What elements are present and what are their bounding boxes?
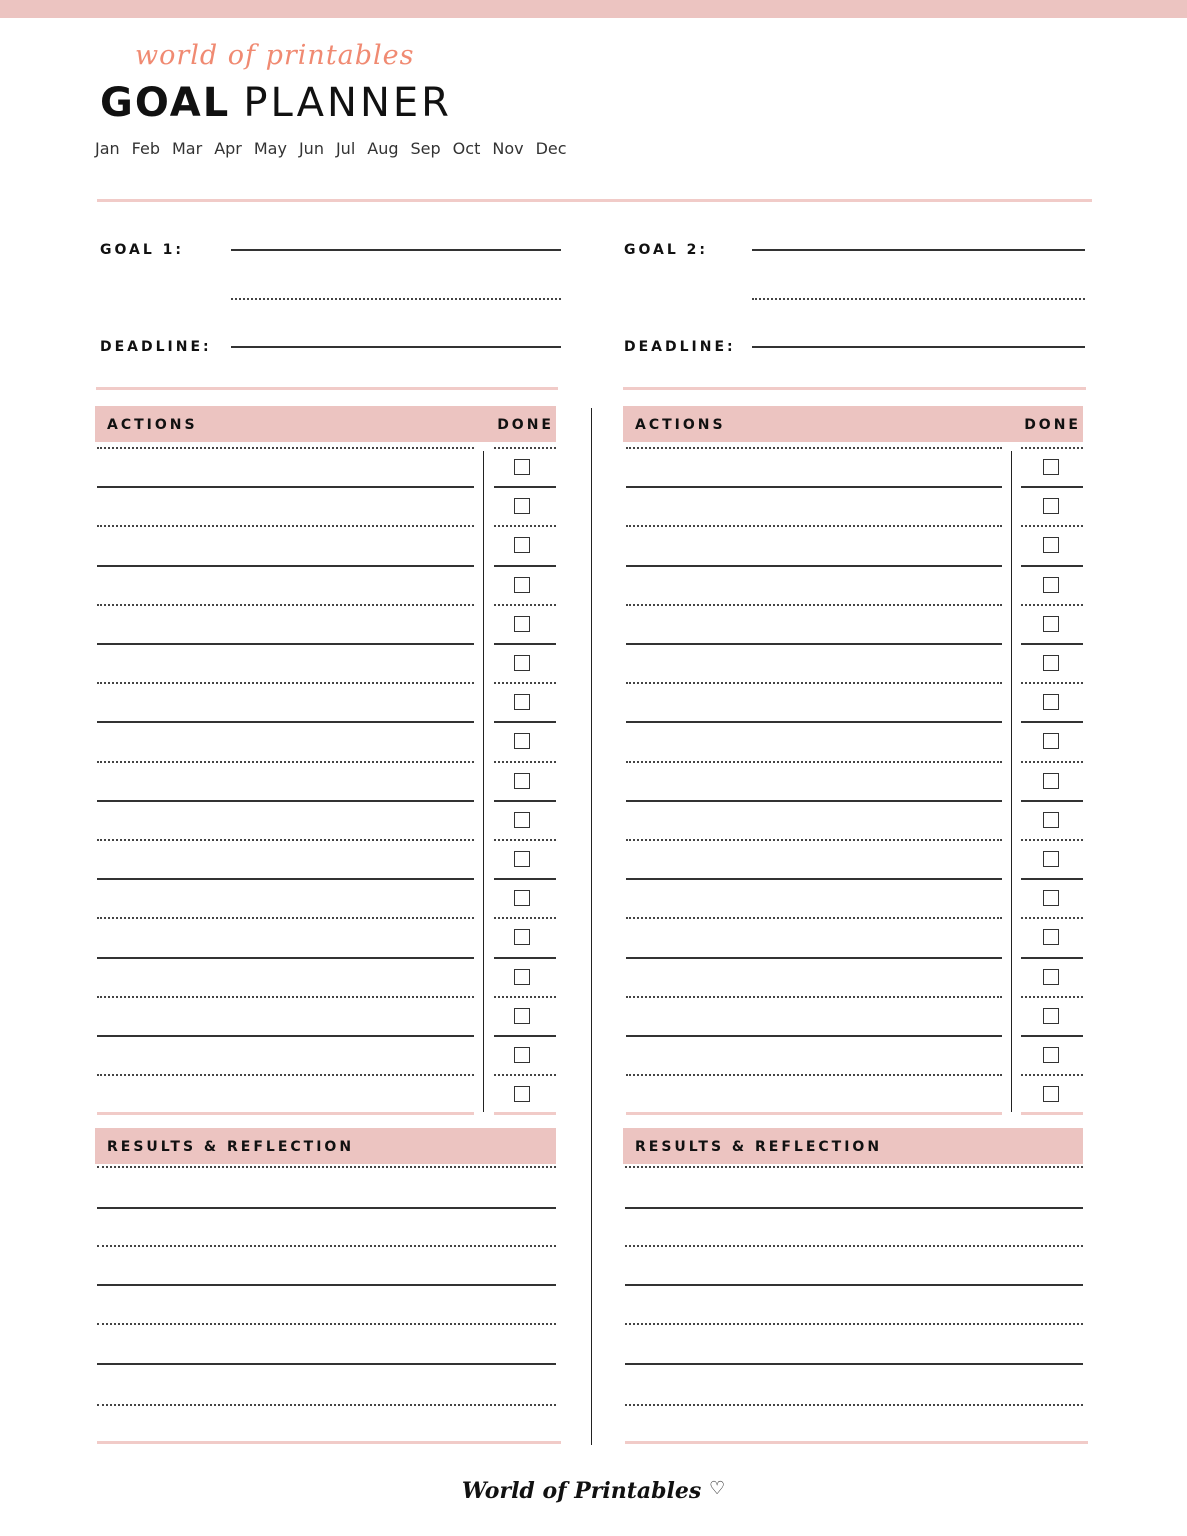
month-jun[interactable]: Jun <box>298 139 324 158</box>
action-line[interactable] <box>626 486 1002 488</box>
done-checkbox[interactable] <box>514 773 530 789</box>
action-line[interactable] <box>626 957 1002 959</box>
reflection-line[interactable] <box>625 1323 1083 1325</box>
action-line[interactable] <box>97 682 474 684</box>
results-end-divider <box>625 1441 1088 1444</box>
action-line[interactable] <box>626 1074 1002 1076</box>
actions-2-title: ACTIONS <box>635 417 726 433</box>
action-line[interactable] <box>97 996 474 998</box>
done-line <box>494 682 556 684</box>
action-line[interactable] <box>97 486 474 488</box>
goal-1-input-line[interactable] <box>231 249 561 251</box>
done-line <box>494 1035 556 1037</box>
done-checkbox[interactable] <box>514 1086 530 1102</box>
done-checkbox[interactable] <box>1043 498 1059 514</box>
action-line[interactable] <box>626 839 1002 841</box>
action-line[interactable] <box>626 761 1002 763</box>
action-line[interactable] <box>97 917 474 919</box>
reflection-line[interactable] <box>625 1284 1083 1286</box>
done-line <box>1021 800 1083 802</box>
action-line[interactable] <box>626 878 1002 880</box>
goal-2-label: GOAL 2: <box>624 242 708 258</box>
done-checkbox[interactable] <box>514 577 530 593</box>
done-line <box>1021 447 1083 449</box>
results-end-divider <box>97 1441 561 1444</box>
month-sep[interactable]: Sep <box>410 139 441 158</box>
action-line[interactable] <box>626 996 1002 998</box>
done-1-title: DONE <box>497 417 554 433</box>
month-jul[interactable]: Jul <box>335 139 356 158</box>
done-checkbox[interactable] <box>1043 969 1059 985</box>
done-line <box>494 604 556 606</box>
action-line[interactable] <box>97 761 474 763</box>
reflection-line[interactable] <box>625 1207 1083 1209</box>
done-checkbox[interactable] <box>1043 577 1059 593</box>
done-checkbox[interactable] <box>1043 1086 1059 1102</box>
action-line[interactable] <box>97 878 474 880</box>
done-line <box>494 721 556 723</box>
action-line[interactable] <box>97 643 474 645</box>
done-checkbox[interactable] <box>1043 616 1059 632</box>
title-light: PLANNER <box>243 80 452 126</box>
done-line <box>494 878 556 880</box>
done-checkbox[interactable] <box>514 616 530 632</box>
month-oct[interactable]: Oct <box>452 139 481 158</box>
action-line[interactable] <box>97 839 474 841</box>
page-title <box>100 80 452 126</box>
header-divider <box>97 199 1092 202</box>
done-line <box>494 1074 556 1076</box>
reflection-line[interactable] <box>625 1363 1083 1365</box>
done-checkbox[interactable] <box>514 498 530 514</box>
done-line <box>1021 878 1083 880</box>
done-line <box>1021 761 1083 763</box>
month-jan[interactable]: Jan <box>95 139 120 158</box>
reflection-line[interactable] <box>97 1207 556 1209</box>
reflection-line[interactable] <box>97 1284 556 1286</box>
results-2-title: RESULTS & REFLECTION <box>635 1139 883 1155</box>
reflection-line[interactable] <box>625 1166 1083 1168</box>
action-line[interactable] <box>97 525 474 527</box>
done-end-divider <box>494 1112 556 1115</box>
action-line[interactable] <box>626 721 1002 723</box>
done-checkbox[interactable] <box>1043 929 1059 945</box>
results-2-header <box>623 1128 1083 1164</box>
done-checkbox[interactable] <box>514 694 530 710</box>
done-checkbox[interactable] <box>514 733 530 749</box>
done-checkbox[interactable] <box>1043 655 1059 671</box>
done-checkbox[interactable] <box>514 929 530 945</box>
done-line <box>494 996 556 998</box>
goal-1-divider <box>96 387 558 390</box>
done-2-title: DONE <box>1024 417 1081 433</box>
actions-1-header <box>95 406 556 442</box>
done-checkbox[interactable] <box>1043 773 1059 789</box>
deadline-1-label: DEADLINE: <box>100 339 212 355</box>
deadline-1-input-line[interactable] <box>231 346 561 348</box>
done-line <box>1021 957 1083 959</box>
top-accent-bar <box>0 0 1187 18</box>
done-checkbox[interactable] <box>1043 812 1059 828</box>
done-checkbox[interactable] <box>1043 1008 1059 1024</box>
done-line <box>1021 1074 1083 1076</box>
done-line <box>494 565 556 567</box>
reflection-line[interactable] <box>97 1404 556 1406</box>
reflection-line[interactable] <box>97 1323 556 1325</box>
action-line[interactable] <box>97 800 474 802</box>
goal-2-input-line[interactable] <box>752 249 1085 251</box>
actions-1-title: ACTIONS <box>107 417 198 433</box>
done-column-divider <box>483 451 484 1112</box>
action-line[interactable] <box>626 604 1002 606</box>
done-line <box>1021 525 1083 527</box>
reflection-line[interactable] <box>97 1363 556 1365</box>
done-checkbox[interactable] <box>514 655 530 671</box>
action-line[interactable] <box>626 643 1002 645</box>
goal-2-input-line-2[interactable] <box>752 298 1085 300</box>
done-line <box>1021 917 1083 919</box>
brand-script: world of printables <box>135 40 415 71</box>
month-dec[interactable]: Dec <box>535 139 567 158</box>
results-1-header <box>95 1128 556 1164</box>
column-divider <box>591 408 592 1445</box>
done-line <box>494 525 556 527</box>
done-line <box>494 957 556 959</box>
action-line[interactable] <box>626 565 1002 567</box>
done-checkbox[interactable] <box>1043 890 1059 906</box>
action-line[interactable] <box>97 721 474 723</box>
done-line <box>494 486 556 488</box>
action-line[interactable] <box>626 447 1002 449</box>
deadline-2-input-line[interactable] <box>752 346 1085 348</box>
done-line <box>494 447 556 449</box>
action-line[interactable] <box>97 957 474 959</box>
done-checkbox[interactable] <box>514 812 530 828</box>
title-bold: GOAL <box>100 80 231 126</box>
done-line <box>1021 682 1083 684</box>
done-line <box>494 839 556 841</box>
done-line <box>1021 565 1083 567</box>
month-may[interactable]: May <box>253 139 287 158</box>
goal-2-divider <box>623 387 1086 390</box>
done-checkbox[interactable] <box>1043 537 1059 553</box>
done-checkbox[interactable] <box>514 1047 530 1063</box>
footer-brand-text: World of Printables <box>461 1478 702 1504</box>
deadline-2-label: DEADLINE: <box>624 339 736 355</box>
month-feb[interactable]: Feb <box>131 139 160 158</box>
reflection-line[interactable] <box>97 1245 556 1247</box>
results-1-title: RESULTS & REFLECTION <box>107 1139 355 1155</box>
done-checkbox[interactable] <box>1043 1047 1059 1063</box>
action-line[interactable] <box>97 1035 474 1037</box>
footer-brand <box>0 1478 1187 1504</box>
done-line <box>1021 839 1083 841</box>
actions-end-divider <box>97 1112 474 1115</box>
goal-1-label: GOAL 1: <box>100 242 184 258</box>
done-checkbox[interactable] <box>514 537 530 553</box>
done-checkbox[interactable] <box>1043 459 1059 475</box>
action-line[interactable] <box>626 800 1002 802</box>
done-line <box>494 917 556 919</box>
reflection-line[interactable] <box>625 1404 1083 1406</box>
reflection-line[interactable] <box>97 1166 556 1168</box>
heart-icon: ♡ <box>708 1478 726 1499</box>
action-line[interactable] <box>626 1035 1002 1037</box>
action-line[interactable] <box>626 917 1002 919</box>
done-checkbox[interactable] <box>1043 733 1059 749</box>
done-line <box>1021 1035 1083 1037</box>
done-line <box>1021 604 1083 606</box>
done-checkbox[interactable] <box>514 851 530 867</box>
action-line[interactable] <box>97 565 474 567</box>
month-selector <box>95 139 579 158</box>
month-aug[interactable]: Aug <box>367 139 399 158</box>
month-nov[interactable]: Nov <box>492 139 524 158</box>
done-line <box>1021 721 1083 723</box>
reflection-line[interactable] <box>625 1245 1083 1247</box>
done-checkbox[interactable] <box>1043 851 1059 867</box>
actions-end-divider <box>626 1112 1002 1115</box>
action-line[interactable] <box>97 1074 474 1076</box>
done-line <box>1021 996 1083 998</box>
done-checkbox[interactable] <box>514 969 530 985</box>
done-line <box>494 800 556 802</box>
action-line[interactable] <box>97 604 474 606</box>
done-line <box>1021 486 1083 488</box>
actions-2-header <box>623 406 1083 442</box>
done-checkbox[interactable] <box>514 459 530 475</box>
action-line[interactable] <box>97 447 474 449</box>
done-checkbox[interactable] <box>514 1008 530 1024</box>
done-end-divider <box>1021 1112 1083 1115</box>
done-checkbox[interactable] <box>514 890 530 906</box>
done-line <box>494 761 556 763</box>
done-line <box>1021 643 1083 645</box>
goal-1-input-line-2[interactable] <box>231 298 561 300</box>
action-line[interactable] <box>626 682 1002 684</box>
done-column-divider <box>1011 451 1012 1112</box>
month-mar[interactable]: Mar <box>172 139 203 158</box>
done-checkbox[interactable] <box>1043 694 1059 710</box>
done-line <box>494 643 556 645</box>
action-line[interactable] <box>626 525 1002 527</box>
month-apr[interactable]: Apr <box>214 139 242 158</box>
